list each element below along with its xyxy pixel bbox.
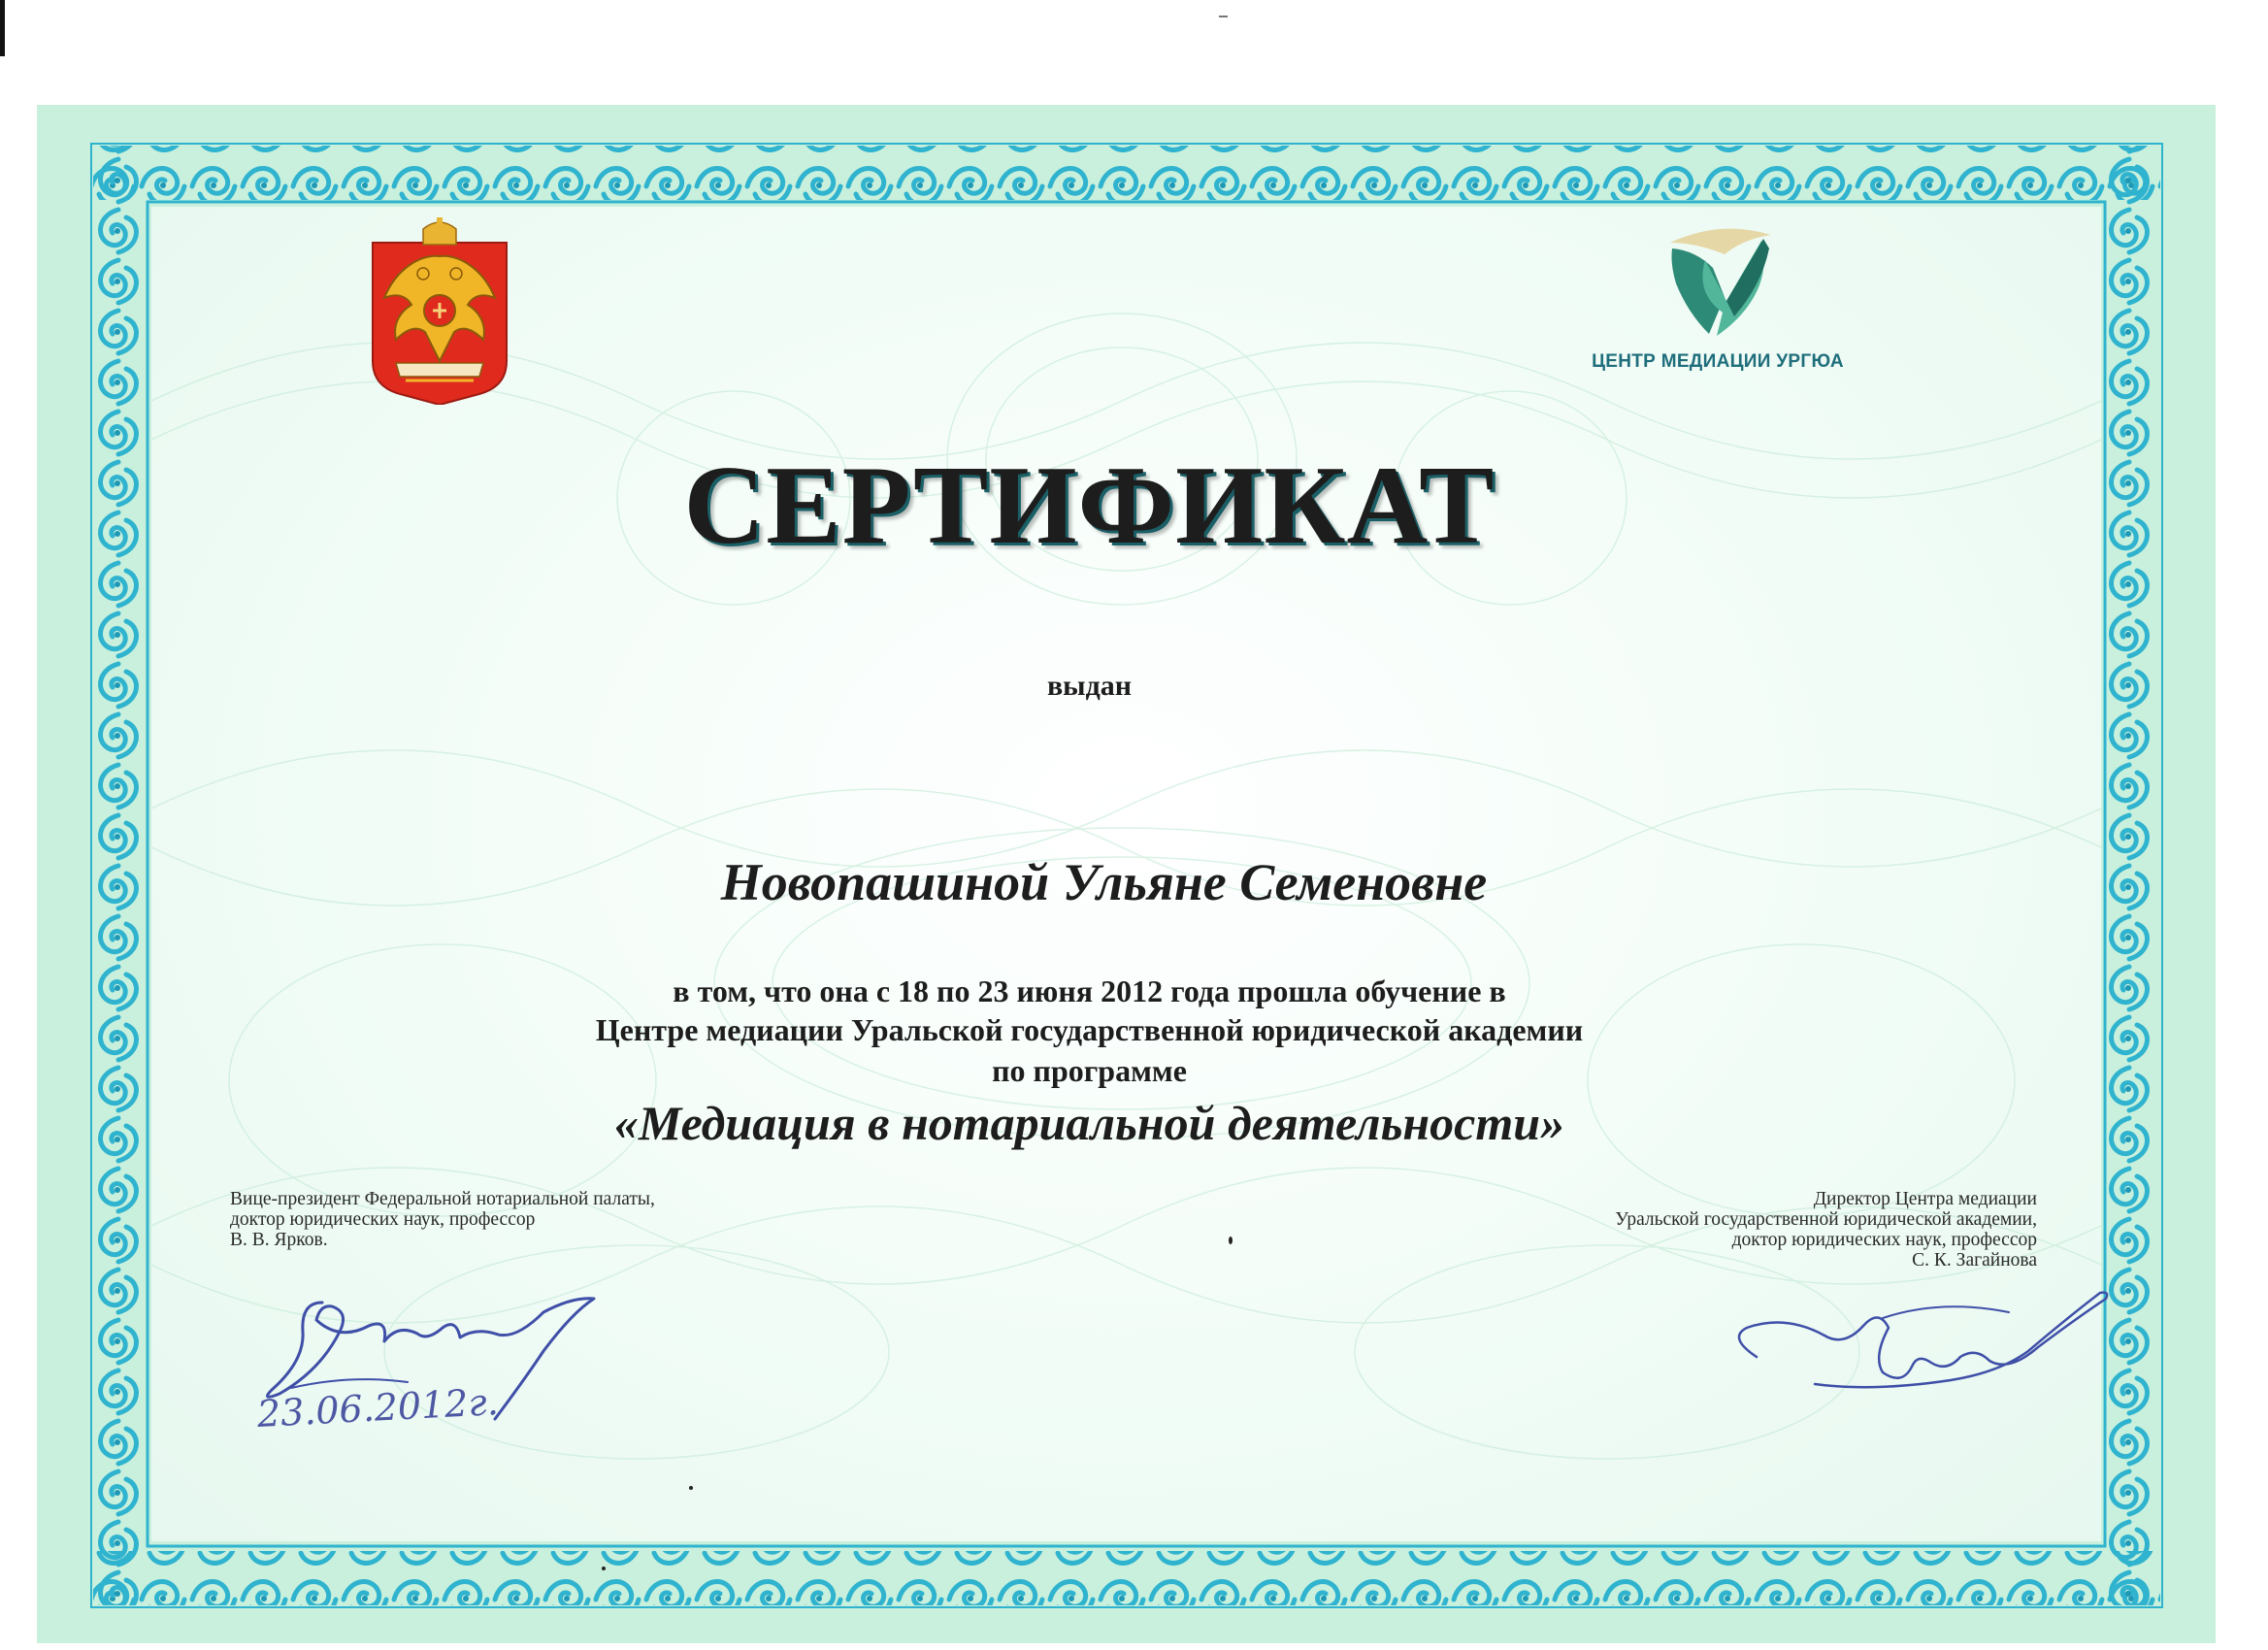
mediation-center-logo	[1572, 225, 1863, 410]
signatory-right-name: С. К. Загайнова	[1912, 1250, 2037, 1270]
issued-label: выдан	[1046, 670, 1133, 702]
signatory-right-block	[1615, 1189, 2037, 1270]
certificate-title: СЕРТИФИКАТ	[683, 444, 1496, 568]
body-line-1: в том, что она с 18 по 23 июня 2012 года прошла обучение в	[673, 974, 1506, 1008]
signatory-right-position: Директор Центра медиации	[1813, 1189, 2037, 1209]
signatory-left-position: Вице-президент Федеральной нотариальной палаты,	[230, 1189, 655, 1209]
logo-caption: ЦЕНТР МЕДИАЦИИ УРГЮА	[1592, 351, 1844, 372]
signatory-left-degree: доктор юридических наук, профессор	[230, 1209, 536, 1230]
mediation-center-logo-icon	[1666, 225, 1775, 340]
body-line-3: по программе	[992, 1053, 1187, 1088]
notary-chamber-emblem-icon	[367, 215, 512, 405]
signatory-left-name: В. В. Ярков.	[230, 1230, 328, 1250]
scan-speck	[1229, 1237, 1233, 1244]
body-line-2: Центре медиации Уральской государственной юридической академии	[595, 1012, 1584, 1047]
scan-speck	[602, 1567, 606, 1570]
signatory-right-degree: доктор юридических наук, профессор	[1731, 1230, 2037, 1250]
handwritten-date: 23.06.2012г.	[255, 1380, 500, 1436]
scan-speck	[689, 1486, 693, 1490]
recipient-name: Новопашиной Ульяне Семеновне	[720, 853, 1488, 911]
program-name: «Медиация в нотариальной деятельности»	[613, 1096, 1565, 1150]
scan-edge-mark	[0, 0, 5, 56]
signatory-right-organization: Уральской государственной юридической академии,	[1615, 1209, 2037, 1230]
scan-dash-mark	[1219, 16, 1228, 17]
signatory-left-block	[230, 1189, 655, 1250]
signature-right	[1718, 1279, 2125, 1415]
